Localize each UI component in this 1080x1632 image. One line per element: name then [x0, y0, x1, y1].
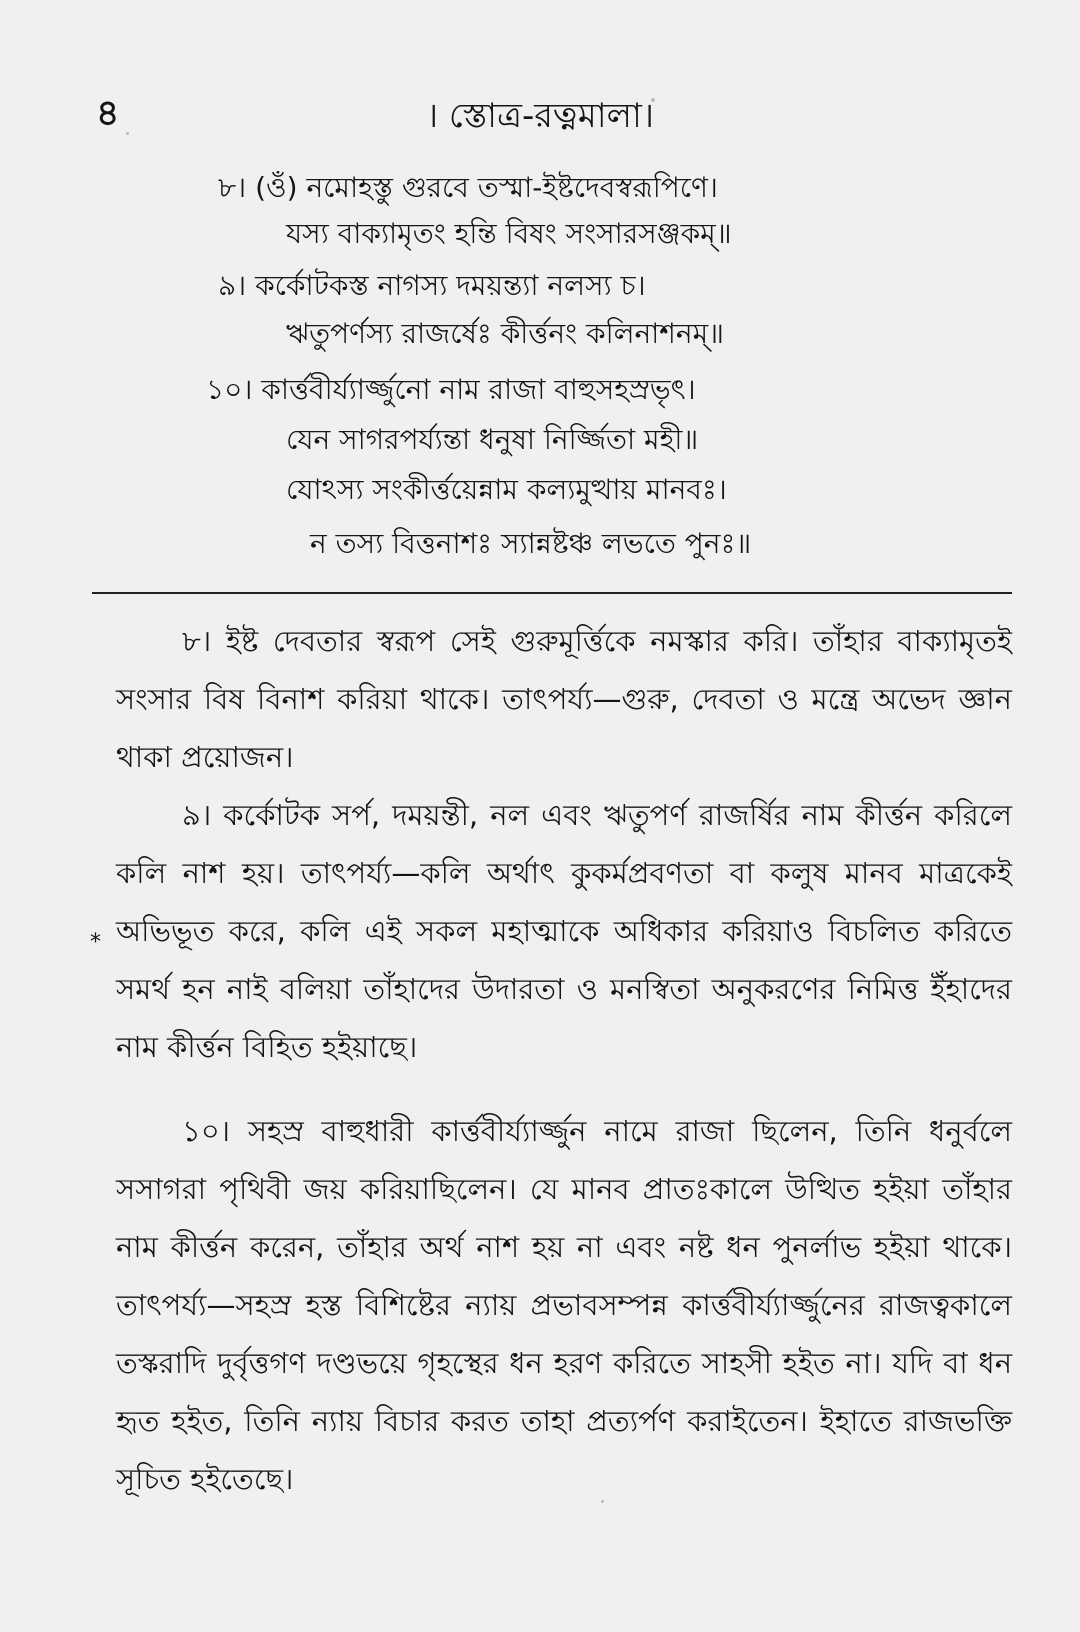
verse-line: যোঽস্য সংকীর্ত্তয়েন্নাম কল্যমুত্থায় মানবঃ।: [286, 473, 727, 506]
section-divider: [92, 592, 1012, 594]
page-header: [0, 86, 1080, 146]
page-number: ৪: [96, 93, 120, 134]
margin-mark: *: [90, 930, 101, 955]
paper-speck: [601, 1500, 604, 1503]
verse-line: যস্য বাক্যামৃতং হন্তি বিষং সংসারসঞ্জকম্‌॥: [286, 217, 732, 250]
verse-line: ৯। কর্কোটকস্ত নাগস্য দময়ন্ত্যা নলস্য চ।: [218, 269, 646, 302]
running-title: । স্তোত্র-রত্নমালা।: [425, 96, 655, 136]
paper-speck: [651, 98, 655, 102]
commentary-paragraph-10: ১০। সহস্র বাহুধারী কার্ত্তবীর্য্যার্জ্জুন নামে রাজা ছিলেন, তিনি ধনুর্বলে সসাগরা পৃথিবী জয় করিয়াছিলেন। যে মানব প্রাতঃকালে উত্থিত হইয়া তাঁহার নাম কীর্ত্তন করেন, তাঁহার অর্থ নাশ হয় না এবং নষ্ট ধন পুনর্লাভ হইয়া থাকে। তাৎপর্য্য—সহস্র হস্ত বিশিষ্টের ন্যায় প্রভাবসম্পন্ন কার্ত্তবীর্য্যার্জ্জুনের রাজত্বকালে তস্করাদি দুর্বৃত্তগণ দণ্ডভয়ে গৃহস্থের ধন হরণ করিতে সাহসী হইত না। যদি বা ধন হৃত হইত, তিনি ন্যায় বিচার করত তাহা প্রত্যর্পণ করাইতেন। ইহাতে রাজভক্তি সূচিত হইতেছে।: [116, 1114, 1012, 1496]
verse-line: ন তস্য বিত্তনাশঃ স্যান্নষ্টঞ্চ লভতে পুনঃ॥: [310, 527, 752, 560]
commentary-paragraph-8: ৮। ইষ্ট দেবতার স্বরূপ সেই গুরুমূর্ত্তিকে নমস্কার করি। তাঁহার বাক্যামৃতই সংসার বিষ বিনাশ করিয়া থাকে। তাৎপর্য্য—গুরু, দেবতা ও মন্ত্রে অভেদ জ্ঞান থাকা প্রয়োজন।: [116, 624, 1012, 774]
verse-line: ঋতুপর্ণস্য রাজর্ষেঃ কীর্ত্তনং কলিনাশনম্‌॥: [286, 317, 724, 350]
paper-speck: [126, 132, 129, 135]
verse-line: ১০। কার্ত্তবীর্য্যার্জ্জুনো নাম রাজা বাহুসহস্রভৃৎ।: [206, 373, 696, 406]
verse-line: ৮। (ওঁ) নমোহস্তু গুরবে তস্মা-ইষ্টদেবস্বরূপিণে।: [218, 171, 718, 204]
commentary-paragraph-9: ৯। কর্কোটক সর্প, দময়ন্তী, নল এবং ঋতুপর্ণ রাজর্ষির নাম কীর্ত্তন করিলে কলি নাশ হয়। তাৎপর্য্য—কলি অর্থাৎ কুকর্মপ্রবণতা বা কলুষ মানব মাত্রকেই অভিভূত করে, কলি এই সকল মহাত্মাকে অধিকার করিয়াও বিচলিত করিতে সমর্থ হন নাই বলিয়া তাঁহাদের উদারতা ও মনস্বিতা অনুকরণের নিমিত্ত ইঁহাদের নাম কীর্ত্তন বিহিত হইয়াছে।: [116, 798, 1012, 1064]
verse-line: যেন সাগরপর্য্যন্তা ধনুষা নির্জ্জিতা মহী॥: [286, 423, 699, 456]
